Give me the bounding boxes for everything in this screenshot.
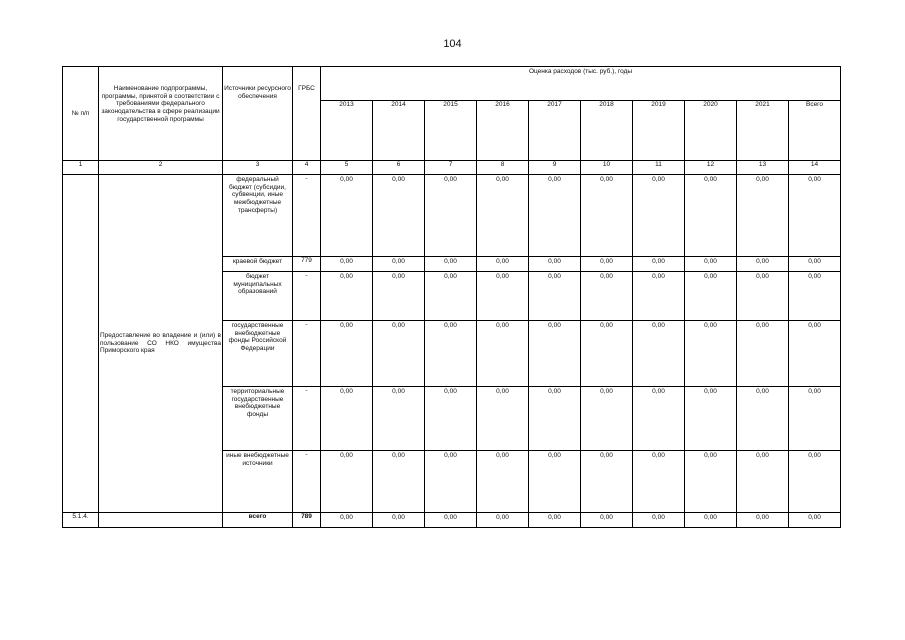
value-cell: 0,00 — [633, 272, 685, 321]
value-cell: 0,00 — [581, 321, 633, 387]
col-number: 4 — [293, 161, 321, 175]
header-estimate: Оценка расходов (тыс. руб.), годы — [321, 67, 841, 101]
col-number: 2 — [99, 161, 223, 175]
year-2014: 2014 — [373, 101, 425, 161]
value-cell: 0,00 — [685, 387, 737, 451]
value-cell: 0,00 — [737, 272, 789, 321]
total-grbs: 789 — [293, 513, 321, 528]
total-value-cell: 0,00 — [477, 513, 529, 528]
total-source: всего — [223, 513, 293, 528]
value-cell: 0,00 — [685, 451, 737, 513]
value-cell: 0,00 — [477, 257, 529, 272]
year-2019: 2019 — [633, 101, 685, 161]
value-cell: 0,00 — [477, 387, 529, 451]
col-number: 3 — [223, 161, 293, 175]
total-value-cell: 0,00 — [373, 513, 425, 528]
header-num: № п/п — [63, 67, 99, 161]
value-cell: 0,00 — [737, 387, 789, 451]
value-cell: 0,00 — [633, 387, 685, 451]
total-num: 5.1.4. — [63, 513, 99, 528]
col-number: 9 — [529, 161, 581, 175]
value-cell: 0,00 — [685, 272, 737, 321]
value-cell: 0,00 — [737, 321, 789, 387]
header-row-top — [63, 67, 841, 101]
table-row — [63, 175, 841, 257]
total-value-cell: 0,00 — [737, 513, 789, 528]
value-cell: 0,00 — [581, 257, 633, 272]
value-cell: 0,00 — [477, 451, 529, 513]
value-cell: 0,00 — [529, 175, 581, 257]
group-num-cell — [63, 175, 99, 513]
total-value-cell: 0,00 — [685, 513, 737, 528]
header-sources: Источники ресурсного обеспечения — [223, 67, 293, 161]
value-cell: 0,00 — [581, 387, 633, 451]
header-name: Наименование подпрограммы, программы, принятой в соответствии с требованиями федерального законодательства в сфере реализации государственной программы — [99, 67, 223, 161]
value-cell: 0,00 — [425, 175, 477, 257]
value-cell: 0,00 — [633, 451, 685, 513]
col-number: 8 — [477, 161, 529, 175]
value-cell: 0,00 — [789, 175, 841, 257]
total-value-cell: 0,00 — [529, 513, 581, 528]
value-cell: 0,00 — [373, 387, 425, 451]
value-cell: 0,00 — [425, 387, 477, 451]
value-cell: 0,00 — [789, 387, 841, 451]
source-cell: иные внебюджетные источники — [223, 451, 293, 513]
year-2020: 2020 — [685, 101, 737, 161]
source-cell: территориальные государственные внебюджетные фонды — [223, 387, 293, 451]
value-cell: 0,00 — [685, 321, 737, 387]
value-cell: 0,00 — [633, 257, 685, 272]
value-cell: 0,00 — [373, 321, 425, 387]
col-number: 13 — [737, 161, 789, 175]
source-cell: государственные внебюджетные фонды Российской Федерации — [223, 321, 293, 387]
grbs-cell: - — [293, 175, 321, 257]
value-cell: 0,00 — [685, 257, 737, 272]
value-cell: 0,00 — [373, 175, 425, 257]
value-cell: 0,00 — [321, 257, 373, 272]
source-cell: бюджет муниципальных образований — [223, 272, 293, 321]
value-cell: 0,00 — [321, 451, 373, 513]
value-cell: 0,00 — [477, 321, 529, 387]
grbs-cell: - — [293, 272, 321, 321]
value-cell: 0,00 — [373, 257, 425, 272]
source-cell: федеральный бюджет (субсидии, субвенции, иные межбюджетные трансферты) — [223, 175, 293, 257]
year-2018: 2018 — [581, 101, 633, 161]
group-name: Предоставление во владение и (или) в пользование СО НКО имущества Приморского края — [99, 175, 223, 513]
value-cell: 0,00 — [425, 272, 477, 321]
value-cell: 0,00 — [633, 175, 685, 257]
col-number: 12 — [685, 161, 737, 175]
source-cell: краевой бюджет — [223, 257, 293, 272]
grbs-cell: - — [293, 321, 321, 387]
page-number: 104 — [443, 38, 462, 50]
total-name-cell — [99, 513, 223, 528]
col-number: 11 — [633, 161, 685, 175]
value-cell: 0,00 — [529, 321, 581, 387]
grbs-cell: - — [293, 451, 321, 513]
value-cell: 0,00 — [789, 272, 841, 321]
total-row — [63, 513, 841, 528]
col-number: 1 — [63, 161, 99, 175]
value-cell: 0,00 — [529, 451, 581, 513]
value-cell: 0,00 — [581, 175, 633, 257]
value-cell: 0,00 — [789, 451, 841, 513]
value-cell: 0,00 — [477, 175, 529, 257]
total-value-cell: 0,00 — [789, 513, 841, 528]
value-cell: 0,00 — [581, 272, 633, 321]
col-number: 10 — [581, 161, 633, 175]
value-cell: 0,00 — [685, 175, 737, 257]
value-cell: 0,00 — [737, 257, 789, 272]
total-value-cell: 0,00 — [321, 513, 373, 528]
value-cell: 0,00 — [633, 321, 685, 387]
col-number: 14 — [789, 161, 841, 175]
value-cell: 0,00 — [321, 272, 373, 321]
value-cell: 0,00 — [737, 175, 789, 257]
value-cell: 0,00 — [373, 451, 425, 513]
col-number: 5 — [321, 161, 373, 175]
value-cell: 0,00 — [321, 387, 373, 451]
value-cell: 0,00 — [373, 272, 425, 321]
year-2016: 2016 — [477, 101, 529, 161]
col-number: 6 — [373, 161, 425, 175]
value-cell: 0,00 — [425, 321, 477, 387]
value-cell: 0,00 — [529, 272, 581, 321]
col-number: 7 — [425, 161, 477, 175]
total-value-cell: 0,00 — [425, 513, 477, 528]
value-cell: 0,00 — [581, 451, 633, 513]
year-2015: 2015 — [425, 101, 477, 161]
header-grbs: ГРБС — [293, 67, 321, 161]
column-number-row — [63, 161, 841, 175]
value-cell: 0,00 — [789, 257, 841, 272]
value-cell: 0,00 — [321, 175, 373, 257]
value-cell: 0,00 — [321, 321, 373, 387]
value-cell: 0,00 — [789, 321, 841, 387]
value-cell: 0,00 — [425, 451, 477, 513]
value-cell: 0,00 — [477, 272, 529, 321]
expense-table — [62, 66, 841, 528]
grbs-cell: - — [293, 387, 321, 451]
value-cell: 0,00 — [529, 257, 581, 272]
total-value-cell: 0,00 — [581, 513, 633, 528]
year-2017: 2017 — [529, 101, 581, 161]
total-value-cell: 0,00 — [633, 513, 685, 528]
value-cell: 0,00 — [529, 387, 581, 451]
year-2013: 2013 — [321, 101, 373, 161]
year-2021: 2021 — [737, 101, 789, 161]
value-cell: 0,00 — [425, 257, 477, 272]
grbs-cell: 779 — [293, 257, 321, 272]
year-total: Всего — [789, 101, 841, 161]
value-cell: 0,00 — [737, 451, 789, 513]
